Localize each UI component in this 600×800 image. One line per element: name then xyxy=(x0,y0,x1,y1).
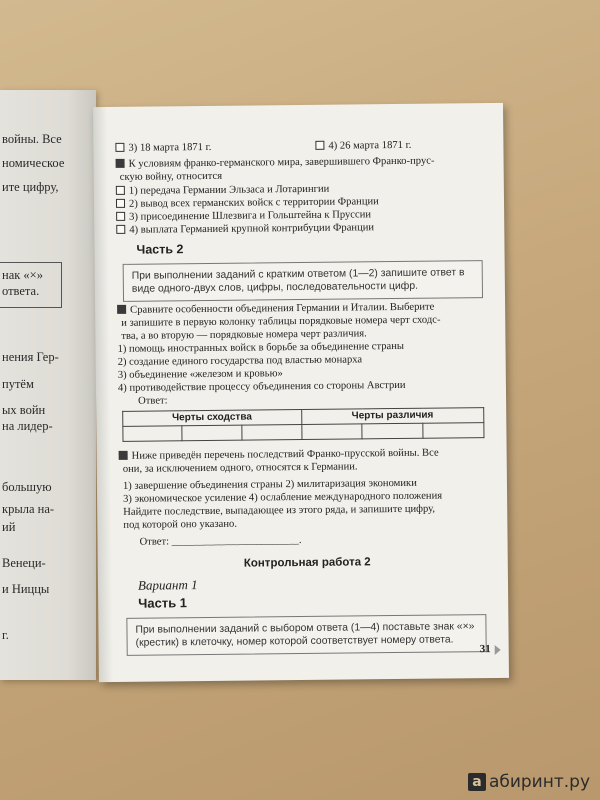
answer-cell[interactable] xyxy=(301,424,362,440)
task1-answer-table xyxy=(122,407,484,442)
option-number: 4) xyxy=(328,140,338,152)
option-text: 4) выплата Германией крупной контрибуции Франции xyxy=(129,222,375,236)
checkbox[interactable] xyxy=(115,143,124,152)
option-text: 18 марта 1871 г. xyxy=(139,141,212,154)
task1-line: Сравните особенности объединения Германии и Италии. Выберите xyxy=(130,301,435,316)
task2-answer-line[interactable]: ________________________. xyxy=(171,535,302,548)
question-number-marker xyxy=(117,305,126,314)
left-text-fragment: Венеци- xyxy=(2,556,46,570)
option-text: 1) передача Германии Эльзаса и Лотарингии xyxy=(128,183,330,197)
task2-body-line: 3) экономическое усиление 4) ослабление международного положения xyxy=(123,490,443,505)
task2-line: Ниже приведён перечень последствий Франко-прусской войны. Все xyxy=(131,447,439,462)
page-number: 31 xyxy=(479,643,491,656)
left-page xyxy=(0,90,96,680)
q6-stem-line: скую войну, относится xyxy=(119,170,223,183)
answer-cell[interactable] xyxy=(423,423,484,439)
control-work-title: Контрольная работа 2 xyxy=(243,556,371,570)
labirint-logo-icon: a xyxy=(468,773,486,791)
left-text-fragment: путём xyxy=(2,377,34,391)
left-text-fragment: ответа. xyxy=(2,284,40,298)
task2-body-line: под которой оно указано. xyxy=(123,518,237,531)
option-number: 3) xyxy=(128,142,138,154)
left-text-fragment: номическое xyxy=(2,156,65,170)
table-header-differences: Черты различия xyxy=(301,408,484,425)
left-text-fragment: г. xyxy=(2,628,9,642)
checkbox[interactable] xyxy=(116,212,125,221)
answer-cell[interactable] xyxy=(123,426,183,442)
left-text-fragment: ий xyxy=(2,520,16,534)
workbook-page xyxy=(93,103,509,682)
left-text-fragment: нак «×» xyxy=(2,268,43,282)
task2-line: они, за исключением одного, относятся к Германии. xyxy=(122,461,358,475)
checkbox[interactable] xyxy=(315,141,324,150)
checkbox[interactable] xyxy=(116,225,125,234)
part1-title: Часть 1 xyxy=(138,595,188,611)
q5-option-4[interactable] xyxy=(315,139,485,153)
task1-item: 1) помощь иностранных войск в борьбе за объединение страны xyxy=(117,340,405,355)
variant-label: Вариант 1 xyxy=(137,577,198,593)
task2-body-line: Найдите последствие, выпадающее из этого ряда, и запишите цифру, xyxy=(123,503,436,518)
task1-line: и запишите в первую колонку таблицы порядковые номера черт сходс- xyxy=(121,314,441,329)
task2-answer-label: Ответ: xyxy=(139,536,170,548)
left-text-fragment: крыла на- xyxy=(2,502,55,516)
option-text: 3) присоединение Шлезвига и Гольштейна к Пруссии xyxy=(129,209,372,223)
left-text-fragment: на лидер- xyxy=(2,419,53,433)
answer-cell[interactable] xyxy=(182,425,242,441)
left-text-fragment: войны. Все xyxy=(2,132,62,146)
task1-item: 2) создание единого государства под властью монарха xyxy=(117,354,363,368)
table-header-similarities: Черты сходства xyxy=(123,409,302,426)
answer-cell[interactable] xyxy=(362,423,423,439)
question-number-marker xyxy=(119,451,128,460)
left-text-fragment: и Ниццы xyxy=(2,582,50,596)
q6-option-4[interactable] xyxy=(116,221,496,238)
option-text: 2) вывод всех германских войск с территории Франции xyxy=(128,196,379,210)
left-text-fragment: ите цифру, xyxy=(2,180,59,194)
part1-instruction-box: При выполнении заданий с выбором ответа (1—4) поставьте знак «×» (крестик) в клеточку, номер которой соответствует номеру ответа. xyxy=(126,614,486,656)
question-number-marker xyxy=(116,159,125,168)
left-text-fragment: ых войн xyxy=(2,403,46,417)
part2-title: Часть 2 xyxy=(136,242,184,257)
page-arrow-icon xyxy=(495,645,501,655)
left-text-fragment: большую xyxy=(2,480,52,494)
watermark-text: абиринт.ру xyxy=(488,772,590,792)
answer-cell[interactable] xyxy=(242,424,302,440)
task1-line: тва, а во вторую — порядковые номера черт различия. xyxy=(121,328,367,342)
task2-answer xyxy=(140,533,520,550)
watermark-logo xyxy=(468,772,590,792)
checkbox[interactable] xyxy=(116,199,125,208)
part2-instruction-box: При выполнении заданий с кратким ответом (1—2) запишите ответ в виде одного-двух слов, цифры, последовательности цифр. xyxy=(123,260,483,302)
option-text: 26 марта 1871 г. xyxy=(339,139,412,152)
task2-body-line: 1) завершение объединения страны 2) милитаризация экономики xyxy=(122,477,417,492)
q6-stem-line: К условиям франко-германского мира, завершившего Франко-прус- xyxy=(128,155,435,170)
left-text-fragment: нения Гер- xyxy=(2,350,59,364)
task1-answer-label: Ответ: xyxy=(138,395,168,407)
task1-item: 4) противодействие процессу объединения со стороны Австрии xyxy=(117,379,406,394)
task1-item: 3) объединение «железом и кровью» xyxy=(117,368,283,381)
checkbox[interactable] xyxy=(116,186,125,195)
